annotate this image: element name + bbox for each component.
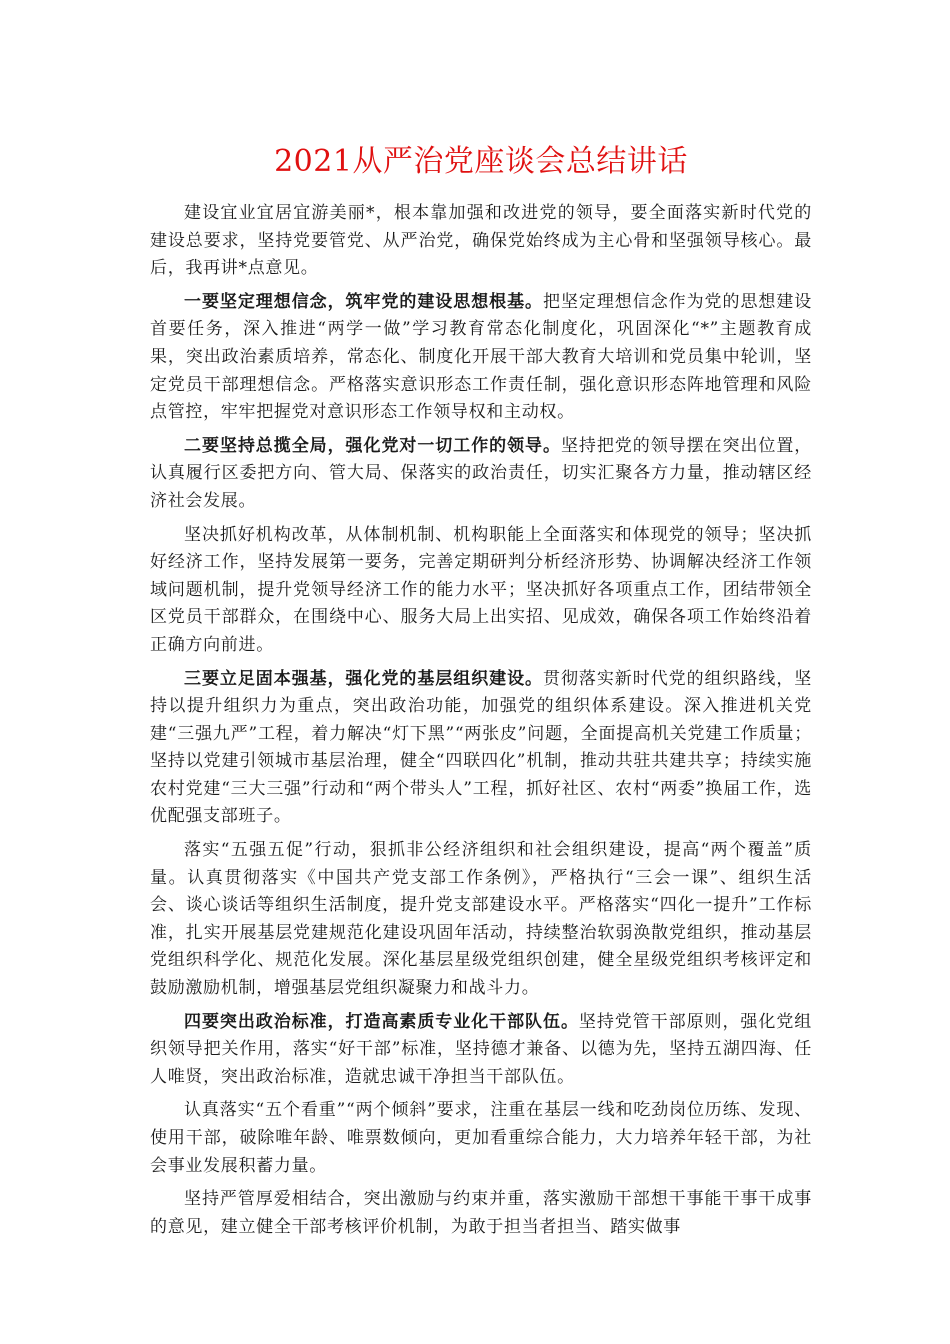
paragraph-point-3-detail (150, 837, 812, 1003)
paragraph-text: 坚持党管干部原则，强化党组织领导把关作用，落实“好干部”标准，坚持德才兼备、以德为先，坚持五湖四海、任人唯贤，突出政治标准，造就忠诚干净担当干部队伍。 (150, 1011, 812, 1087)
paragraph-point-2-detail (150, 522, 812, 660)
paragraph-text: 建设宜业宜居宜游美丽*，根本靠加强和改进党的领导，要全面落实新时代党的建设总要求，坚持党要管党、从严治党，确保党始终成为主心骨和坚强领导核心。最后，我再讲*点意见。 (150, 203, 812, 279)
paragraph-text: 把坚定理想信念作为党的思想建设首要任务，深入推进“两学一做”学习教育常态化制度化，巩固深化“*”主题教育成果，突出政治素质培养，常态化、制度化开展干部大教育大培训和党员集中轮训，坚定党员干部理想信念。严格落实意识形态工作责任制，强化意识形态阵地管理和风险点管控，牢牢把握党对意识形态工作领导权和主动权。 (150, 291, 812, 423)
paragraph-text: 落实“五强五促”行动，狠抓非公经济组织和社会组织建设，提高“两个覆盖”质量。认真贯彻落实《中国共产党支部工作条例》，严格执行“三会一课”、组织生活会、谈心谈话等组织生活制度，提升党支部建设水平。严格落实“四化一提升”工作标准，扎实开展基层党建规范化建设巩固年活动，持续整治软弱涣散党组织，推动基层党组织科学化、规范化发展。深化基层星级党组织创建，健全星级党组织考核评定和鼓励激励机制，增强基层党组织凝聚力和战斗力。 (150, 840, 812, 999)
paragraph-point-4-detail-2 (150, 1186, 812, 1241)
paragraph-lead: 三要立足固本强基，强化党的基层组织建设。 (184, 668, 543, 689)
paragraph-text: 坚持严管厚爱相结合，突出激励与约束并重，落实激励干部想干事能干事干成事的意见，建立健全干部考核评价机制，为敢于担当者担当、踏实做事 (150, 1189, 812, 1237)
paragraph-intro (150, 200, 812, 283)
paragraph-point-2 (150, 433, 812, 516)
paragraph-lead: 一要坚定理想信念，筑牢党的建设思想根基。 (184, 291, 543, 312)
paragraph-point-1 (150, 289, 812, 427)
paragraph-point-3 (150, 666, 812, 832)
paragraph-text: 坚决抓好机构改革，从体制机制、机构职能上全面落实和体现党的领导；坚决抓好经济工作，坚持发展第一要务，完善定期研判分析经济形势、协调解决经济工作领域问题机制，提升党领导经济工作的能力水平；坚决抓好各项重点工作，团结带领全区党员干部群众，在围绕中心、服务大局上出实招、见成效，确保各项工作始终沿着正确方向前进。 (150, 524, 812, 655)
paragraph-text: 贯彻落实新时代党的组织路线，坚持以提升组织力为重点，突出政治功能，加强党的组织体系建设。深入推进机关党建“三强九严”工程，着力解决“灯下黑”“两张皮”问题，全面提高机关党建工作质量；坚持以党建引领城市基层治理，健全“四联四化”机制，推动共驻共建共享；持续实施农村党建“三大三强”行动和“两个带头人”工程，抓好社区、农村“两委”换届工作，选优配强支部班子。 (150, 668, 812, 827)
document-title: 2021从严治党座谈会总结讲话 (274, 144, 688, 179)
document-page (150, 140, 812, 1247)
paragraph-lead: 二要坚持总揽全局，强化党对一切工作的领导。 (184, 435, 561, 456)
paragraph-point-4-detail (150, 1097, 812, 1180)
paragraph-lead: 四要突出政治标准，打造高素质专业化干部队伍。 (184, 1011, 579, 1032)
paragraph-text: 认真落实“五个看重”“两个倾斜”要求，注重在基层一线和吃劲岗位历练、发现、使用干部，破除唯年龄、唯票数倾向，更加看重综合能力，大力培养年轻干部，为社会事业发展积蓄力量。 (150, 1100, 812, 1176)
paragraph-point-4 (150, 1009, 812, 1092)
paragraph-text: 坚持把党的领导摆在突出位置，认真履行区委把方向、管大局、保落实的政治责任，切实汇聚各方力量，推动辖区经济社会发展。 (150, 435, 812, 511)
